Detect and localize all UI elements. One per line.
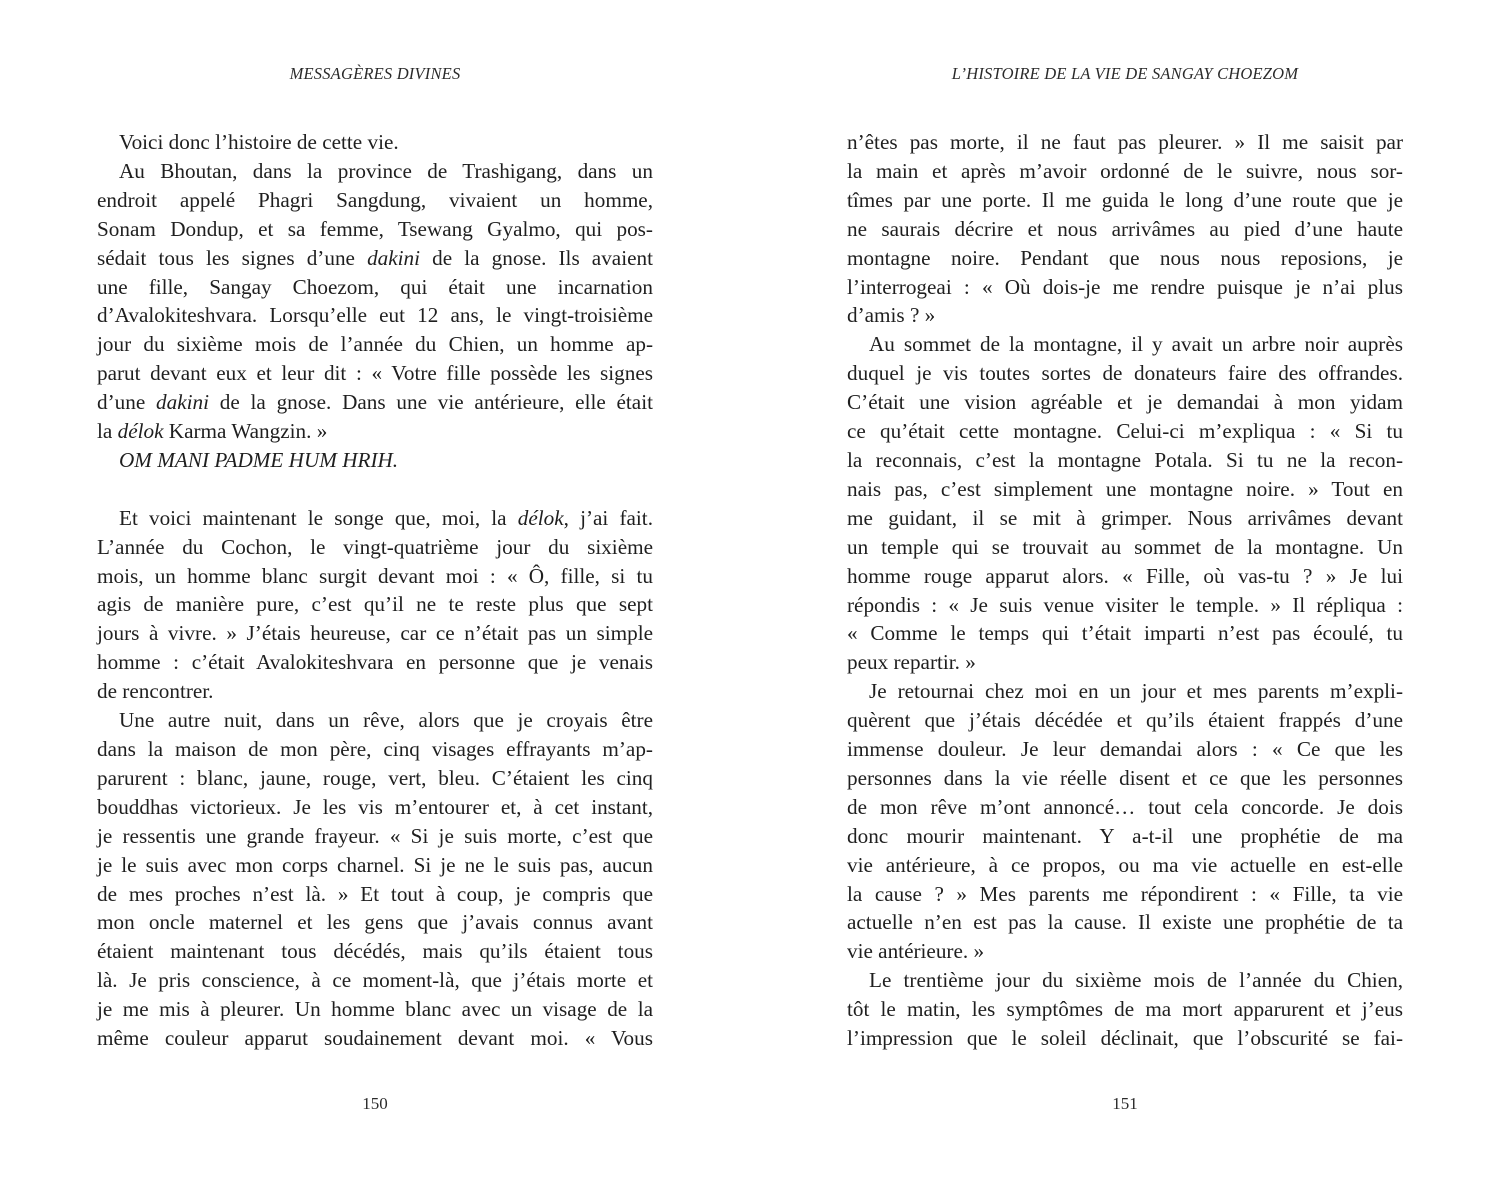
text-line: ne saurais décrire et nous arrivâmes au pied d’une haute (847, 216, 1403, 241)
text-line: tôt le matin, les symptômes de ma mort apparurent et j’eus (847, 997, 1403, 1022)
text-line: l’impression que le soleil déclinait, que l’obscurité se fai- (847, 1026, 1403, 1051)
text-line: vie antérieure, à ce propos, ou ma vie actuelle en est-elle (847, 852, 1403, 877)
text-line: ce qu’était cette montagne. Celui-ci m’expliqua : « Si tu (847, 419, 1403, 444)
body-text (847, 128, 1403, 1053)
text-line: là. Je pris conscience, à ce moment-là, que j’étais morte et (97, 968, 653, 993)
mantra-paragraph (97, 446, 653, 475)
text-line: immense douleur. Je leur demandai alors : « Ce que les (847, 737, 1403, 762)
text-line: Une autre nuit, dans un rêve, alors que je croyais être (119, 708, 653, 733)
running-head: MESSAGÈRES DIVINES (289, 64, 461, 83)
text-line: Et voici maintenant le songe que, moi, la délok, j’ai fait. (119, 505, 653, 530)
body-text (97, 128, 653, 1053)
text-line: nais pas, c’est simplement une montagne noire. » Tout en (847, 476, 1403, 501)
text-line: Au Bhoutan, dans la province de Trashigang, dans un (119, 158, 653, 183)
text-line: agis de manière pure, c’est qu’il ne te reste plus que sept (97, 592, 653, 617)
paragraph (97, 128, 653, 157)
text-line: d’Avalokiteshvara. Lorsqu’elle eut 12 ans, le vingt-troisième (97, 303, 653, 328)
text-line: homme rouge apparut alors. « Fille, où vas-tu ? » Je lui (847, 563, 1403, 588)
paragraph (97, 157, 653, 446)
text-line: dans la maison de mon père, cinq visages effrayants m’ap- (97, 737, 653, 762)
text-line: une fille, Sangay Choezom, qui était une incarnation (97, 274, 653, 299)
text-line: parurent : blanc, jaune, rouge, vert, bleu. C’étaient les cinq (97, 765, 653, 790)
text-line: bouddhas victorieux. Je les vis m’entourer et, à cet instant, (97, 794, 653, 819)
paragraph (847, 966, 1403, 1053)
text-line: mon oncle maternel et les gens que j’avais connus avant (97, 910, 653, 935)
text-line: mois, un homme blanc surgit devant moi : « Ô, fille, si tu (97, 563, 653, 588)
text-line: personnes dans la vie réelle disent et ce que les personnes (847, 765, 1403, 790)
text-line: Au sommet de la montagne, il y avait un arbre noir auprès (869, 332, 1403, 357)
text-line: l’interrogeai : « Où dois-je me rendre puisque je n’ai plus (847, 274, 1403, 299)
text-line: de mon rêve m’ont annoncé… tout cela concorde. Je dois (847, 794, 1403, 819)
text-line: homme : c’était Avalokiteshvara en personne que je venais (97, 650, 653, 675)
italic-term: dakini (367, 245, 421, 270)
text-line: me guidant, il se mit à grimper. Nous arrivâmes devant (847, 505, 1403, 530)
text-line: de rencontrer. (97, 679, 214, 704)
text-line: donc mourir maintenant. Y a-t-il une prophétie de ma (847, 823, 1403, 848)
text-line: montagne noire. Pendant que nous nous reposions, je (847, 245, 1403, 270)
running-head: L’HISTOIRE DE LA VIE DE SANGAY CHOEZOM (951, 64, 1299, 83)
text-line: de mes proches n’est là. » Et tout à coup, je compris que (97, 881, 653, 906)
paragraph (847, 330, 1403, 677)
text-line: Je retournai chez moi en un jour et mes parents m’expli- (869, 679, 1403, 704)
text-line: OM MANI PADME HUM HRIH. (119, 447, 399, 472)
left-page (97, 0, 653, 1195)
text-line: jours à vivre. » J’étais heureuse, car ce n’était pas un simple (97, 621, 653, 646)
text-line: d’amis ? » (847, 303, 936, 328)
text-line: parut devant eux et leur dit : « Votre fille possède les signes (97, 361, 653, 386)
text-line: même couleur apparut soudainement devant moi. « Vous (97, 1026, 653, 1051)
text-line: n’êtes pas morte, il ne faut pas pleurer. » Il me saisit par (847, 130, 1403, 154)
text-line: je me mis à pleurer. Un homme blanc avec un visage de la (97, 997, 653, 1022)
italic-term: délok (517, 505, 564, 530)
text-line: « Comme le temps qui t’était imparti n’est pas écoulé, tu (847, 621, 1403, 646)
text-line: un temple qui se trouvait au sommet de la montagne. Un (847, 534, 1403, 559)
text-line: étaient maintenant tous décédés, mais qu’ils étaient tous (97, 939, 653, 964)
text-line: quèrent que j’étais décédée et qu’ils étaient frappés d’une (847, 708, 1403, 733)
text-line: la reconnais, c’est la montagne Potala. Si tu ne la recon- (847, 447, 1403, 472)
text-line: L’année du Cochon, le vingt-quatrième jour du sixième (97, 534, 653, 559)
text-line: la cause ? » Mes parents me répondirent : « Fille, ta vie (847, 881, 1403, 906)
text-line: je ressentis une grande frayeur. « Si je suis morte, c’est que (97, 823, 653, 848)
text-line: actuelle n’en est pas la cause. Il existe une prophétie de ta (847, 910, 1403, 935)
italic-term: dakini (156, 390, 209, 415)
text-line: je le suis avec mon corps charnel. Si je ne le suis pas, aucun (97, 852, 653, 877)
paragraph (847, 677, 1403, 966)
text-line: vie antérieure. » (847, 939, 985, 964)
text-line: tîmes par une porte. Il me guida le long d’une route que je (847, 187, 1403, 212)
paragraph (847, 128, 1403, 330)
paragraph (97, 706, 653, 1053)
text-line: Le trentième jour du sixième mois de l’année du Chien, (869, 968, 1403, 993)
right-page (847, 0, 1403, 1195)
text-line: répondis : « Je suis venue visiter le temple. » Il répliqua : (847, 592, 1403, 617)
text-line: C’était une vision agréable et je demandai à mon yidam (847, 390, 1403, 415)
page-number: 151 (1112, 1094, 1138, 1113)
page-number: 150 (362, 1094, 388, 1113)
text-line: duquel je vis toutes sortes de donateurs faire des offrandes. (847, 361, 1403, 386)
text-line: endroit appelé Phagri Sangdung, vivaient un homme, (97, 187, 653, 212)
paragraph (97, 504, 653, 706)
text-line: la main et après m’avoir ordonné de le suivre, nous sor- (847, 158, 1403, 183)
text-line: peux repartir. » (847, 650, 976, 675)
italic-term: délok (117, 419, 164, 444)
text-line: Voici donc l’histoire de cette vie. (119, 130, 399, 154)
text-line: sédait tous les signes d’une dakini de la gnose. Ils avaient (97, 245, 653, 270)
text-line: d’une dakini de la gnose. Dans une vie antérieure, elle était (97, 390, 653, 415)
text-line: la délok Karma Wangzin. » (97, 419, 328, 444)
text-line: Sonam Dondup, et sa femme, Tsewang Gyalmo, qui pos- (97, 216, 653, 241)
text-line: jour du sixième mois de l’année du Chien, un homme ap- (97, 332, 653, 357)
